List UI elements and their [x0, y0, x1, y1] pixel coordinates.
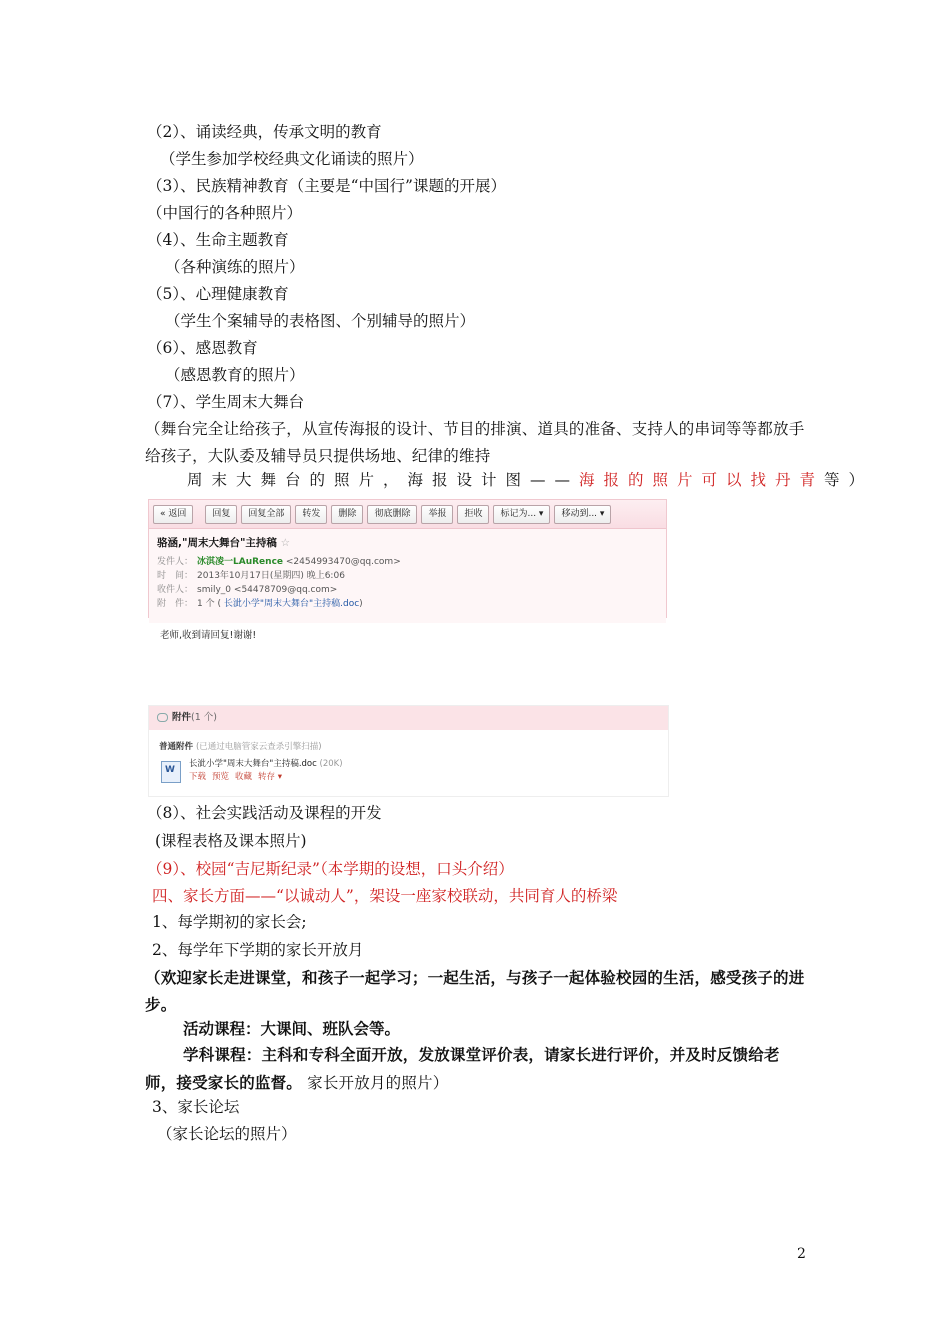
- delete-permanently-button[interactable]: 彻底删除: [367, 505, 417, 524]
- paperclip-icon: [157, 713, 168, 722]
- item-3-note: （家长论坛的照片）: [157, 1125, 297, 1143]
- line-4: （4）、生命主题教育: [147, 231, 289, 249]
- from-label: 发件人：: [157, 557, 194, 567]
- mark-as-dropdown[interactable]: 标记为... ▾: [493, 505, 550, 524]
- subject-course: [145, 1041, 810, 1097]
- line-7-note: （舞台完全让给孩子，从宣传海报的设计、节目的排演、道具的准备、支持人的串词等等都放手给孩子，大队委及辅导员只提供场地、纪律的维持: [145, 420, 805, 465]
- item-2: 2、每学年下学期的家长开放月: [152, 941, 364, 959]
- photo-close: 等）: [824, 471, 874, 489]
- attachment-panel: [148, 705, 669, 797]
- sender-name[interactable]: 冰淇凌一LAuRence: [197, 557, 284, 567]
- move-to-dropdown[interactable]: 移动到... ▾: [554, 505, 611, 524]
- forward-button[interactable]: 转发: [295, 505, 327, 524]
- favorite-link[interactable]: 收藏: [235, 772, 253, 782]
- save-to-link[interactable]: 转存 ▾: [258, 772, 283, 782]
- page-number: 2: [797, 1246, 806, 1262]
- attachment-panel-count: (1 个): [191, 712, 217, 723]
- line-8: （8）、社会实践活动及课程的开发: [147, 804, 382, 822]
- scan-note: (已通过电脑管家云查杀引擎扫描): [195, 742, 322, 752]
- star-icon[interactable]: ☆: [280, 537, 291, 549]
- section-4-heading: 四、家长方面——“以诚动人”，架设一座家校联动，共同育人的桥梁: [152, 887, 618, 905]
- reply-all-button[interactable]: 回复全部: [241, 505, 291, 524]
- line-2: （2）、诵读经典，传承文明的教育: [147, 123, 382, 141]
- word-doc-icon: [161, 761, 181, 783]
- reply-button[interactable]: 回复: [205, 505, 237, 524]
- item-3: 3、家长论坛: [152, 1098, 240, 1116]
- attachment-count: 1 个 (: [197, 599, 221, 609]
- delete-button[interactable]: 删除: [331, 505, 363, 524]
- download-link[interactable]: 下载: [189, 772, 207, 782]
- line-3: （3）、民族精神教育（主要是“中国行”课题的开展）: [147, 177, 506, 195]
- email-subject: 骆涵,"周末大舞台"主持稿: [157, 537, 277, 549]
- photo-text: 周末大舞台的照片，海报设计图——: [187, 471, 580, 489]
- line-5-note: （学生个案辅导的表格图、个别辅导的照片）: [165, 312, 476, 330]
- line-4-note: （各种演练的照片）: [165, 258, 305, 276]
- line-6-note: （感恩教育的照片）: [165, 366, 305, 384]
- attachment-label: 附 件：: [157, 599, 194, 609]
- recipient-name[interactable]: smily_0: [197, 585, 232, 595]
- reject-button[interactable]: 拒收: [457, 505, 489, 524]
- activity-course: 活动课程：大课间、班队会等。: [183, 1019, 401, 1038]
- item-2-detail: （欢迎家长走进课堂，和孩子一起学习；一起生活，与孩子一起体验校园的生活，感受孩子的进步。: [145, 968, 805, 1014]
- preview-link[interactable]: 预览: [212, 772, 230, 782]
- report-button[interactable]: 举报: [421, 505, 453, 524]
- to-label: 收件人：: [157, 585, 194, 595]
- email-body: 老师,收到请回复!谢谢!: [160, 630, 257, 641]
- email-screenshot: [148, 499, 667, 618]
- attachment-close: ): [359, 599, 363, 609]
- email-toolbar: [149, 500, 666, 529]
- line-2-note: （学生参加学校经典文化诵读的照片）: [160, 150, 424, 168]
- subject-course-text: 学科课程：主科和专科全面开放，发放课堂评价表，请家长进行评价，并及时反馈给老师，接受家长的监督。: [145, 1045, 780, 1092]
- line-5: （5）、心理健康教育: [147, 285, 289, 303]
- line-6: （6）、感恩教育: [147, 339, 258, 357]
- attachment-link[interactable]: 长泚小学"周末大舞台"主持稿.doc: [223, 599, 360, 609]
- poster-note: 海报的照片可以找丹青: [579, 471, 825, 489]
- item-1: 1、每学期初的家长会;: [152, 913, 307, 931]
- line-3-note: （中国行的各种照片）: [147, 204, 303, 222]
- recipient-address: <54478709@qq.com>: [233, 585, 338, 595]
- line-8-note: (课程表格及课本照片): [155, 832, 307, 850]
- attachment-type: 普通附件: [159, 742, 194, 752]
- email-header: [149, 529, 666, 623]
- time-label: 时 间：: [157, 571, 194, 581]
- line-9: （9）、校园“吉尼斯纪录”（本学期的设想，口头介绍）: [147, 860, 514, 878]
- attachment-title: 附件: [172, 712, 192, 723]
- open-month-photos: 家长开放月的照片）: [307, 1074, 449, 1092]
- email-time: 2013年10月17日(星期四) 晚上6:06: [197, 571, 345, 581]
- back-button[interactable]: « 返回: [153, 505, 193, 524]
- file-name: 长泚小学"周末大舞台"主持稿.doc: [189, 759, 317, 769]
- sender-address: <2454993470@qq.com>: [285, 557, 401, 567]
- file-size: (20K): [319, 759, 343, 769]
- line-7: （7）、学生周末大舞台: [147, 393, 305, 411]
- line-7-photos: [187, 467, 873, 494]
